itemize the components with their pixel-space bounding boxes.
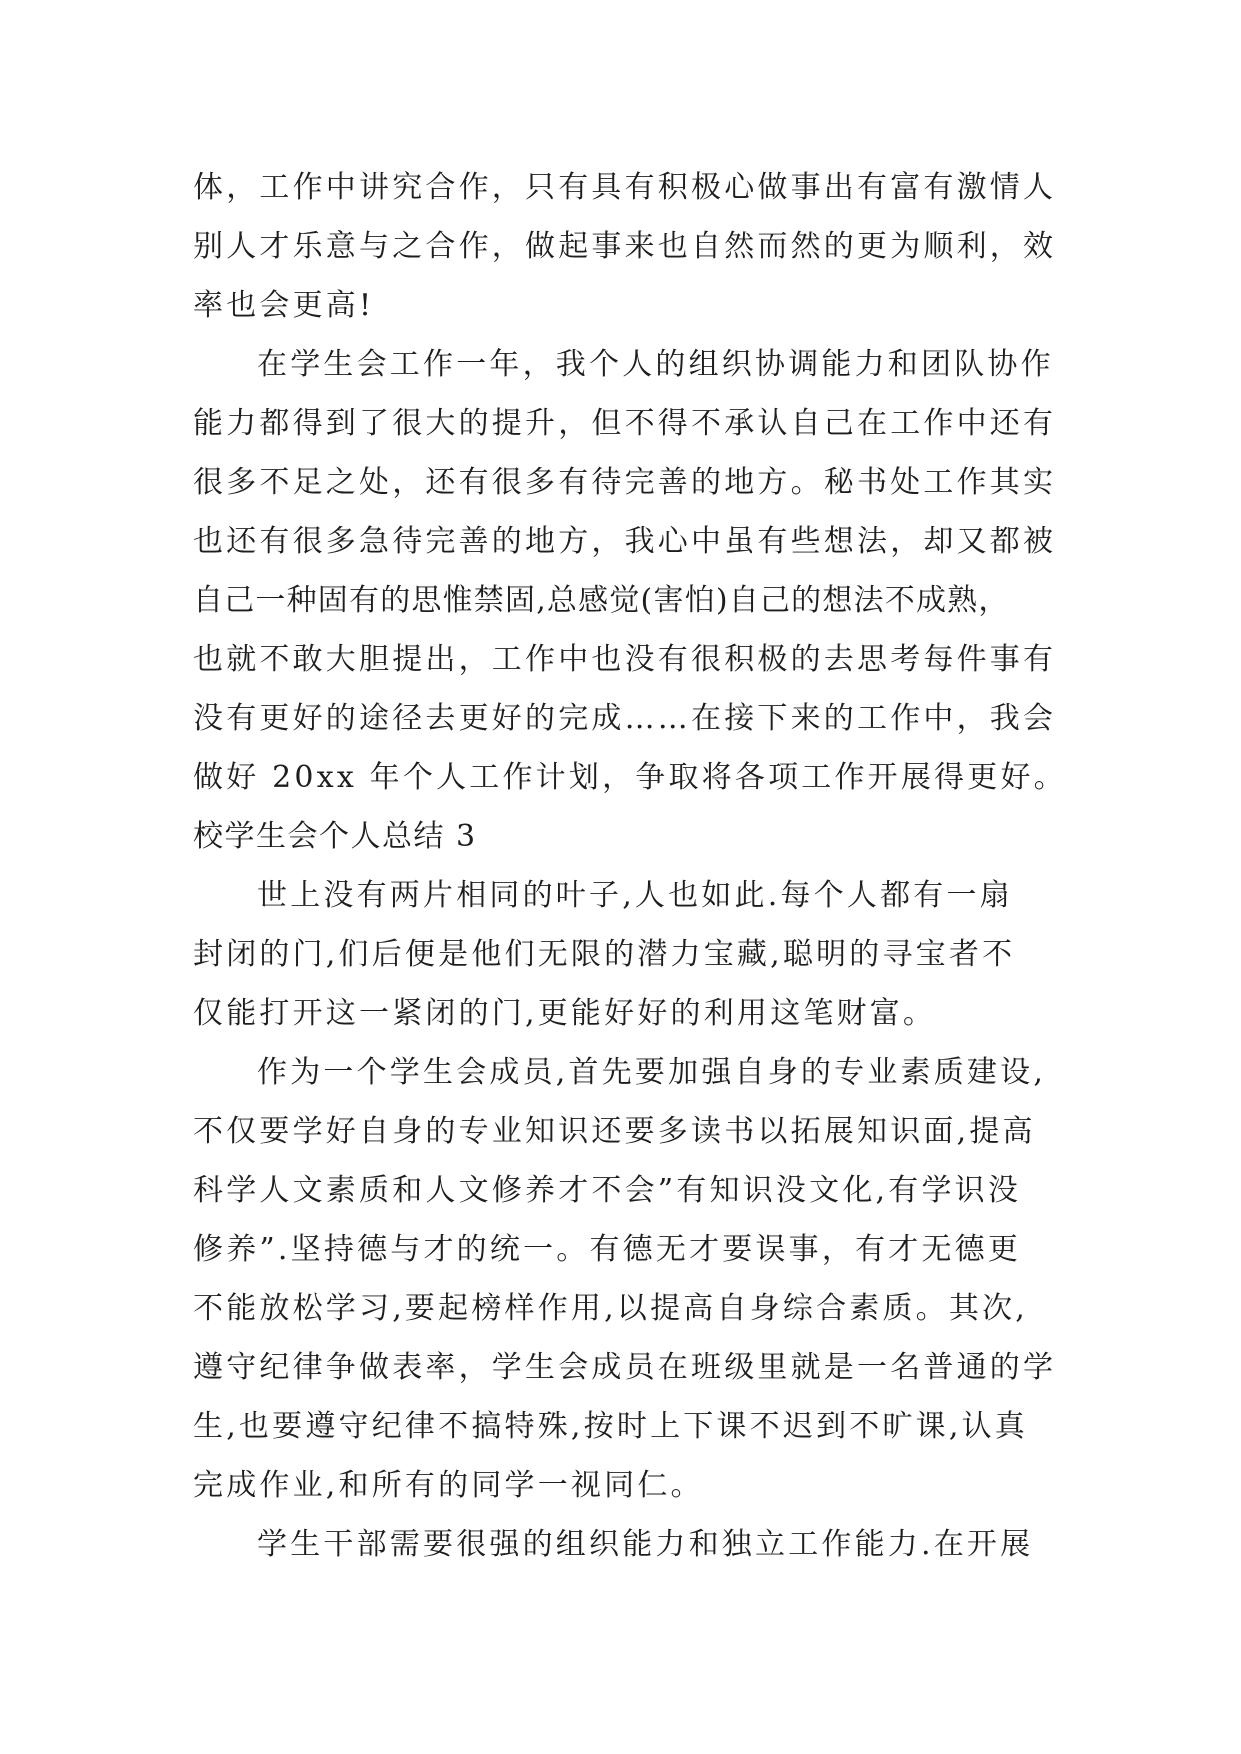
text-line: 也就不敢大胆提出，工作中也没有很积极的去思考每件事有 [193, 642, 1057, 677]
text-line: 修养”.坚持德与才的统一。有德无才要误事，有才无德更 [193, 1232, 1022, 1267]
text-line: 很多不足之处，还有很多有待完善的地方。秘书处工作其实 [193, 465, 1057, 500]
text-line: 也还有很多急待完善的地方，我心中虽有些想法，却又都被 [193, 524, 1057, 559]
text-line: 做好 20xx 年个人工作计划，争取将各项工作开展得更好。 [193, 760, 1067, 795]
text-line: 别人才乐意与之合作，做起事来也自然而然的更为顺利，效 [193, 229, 1057, 264]
text-line: 科学人文素质和人文修养才不会”有知识没文化,有学识没 [193, 1173, 1022, 1208]
paragraph-start-line: 在学生会工作一年，我个人的组织协调能力和团队协作 [257, 347, 1054, 382]
text-line: 不能放松学习,要起榜样作用,以提高自身综合素质。其次, [193, 1291, 1029, 1326]
text-line: 遵守纪律争做表率，学生会成员在班级里就是一名普通的学 [193, 1350, 1057, 1385]
text-line: 不仅要学好自身的专业知识还要多读书以拓展知识面,提高 [193, 1114, 1036, 1149]
paragraph-start-line: 学生干部需要很强的组织能力和独立工作能力.在开展 [257, 1527, 1034, 1562]
text-line: 能力都得到了很大的提升，但不得不承认自己在工作中还有 [193, 406, 1057, 441]
text-line: 没有更好的途径去更好的完成……在接下来的工作中，我会 [193, 701, 1057, 736]
text-line: 封闭的门,们后便是他们无限的潜力宝藏,聪明的寻宝者不 [193, 937, 1016, 972]
text-line: 体，工作中讲究合作，只有具有积极心做事出有富有激情人 [193, 170, 1057, 205]
text-line: 率也会更高! [193, 288, 375, 323]
document-body [193, 158, 1067, 1574]
section-heading: 校学生会个人总结 3 [193, 819, 477, 854]
text-line: 自己一种固有的思惟禁固,总感觉(害怕)自己的想法不成熟， [193, 583, 1010, 618]
paragraph-start-line: 作为一个学生会成员,首先要加强自身的专业素质建设, [257, 1055, 1047, 1090]
text-line: 仅能打开这一紧闭的门,更能好好的利用这笔财富。 [193, 996, 937, 1031]
text-line: 完成作业,和所有的同学一视同仁。 [193, 1468, 704, 1503]
paragraph-start-line: 世上没有两片相同的叶子,人也如此.每个人都有一扇 [257, 878, 1013, 913]
text-line: 生,也要遵守纪律不搞特殊,按时上下课不迟到不旷课,认真 [193, 1409, 1029, 1444]
